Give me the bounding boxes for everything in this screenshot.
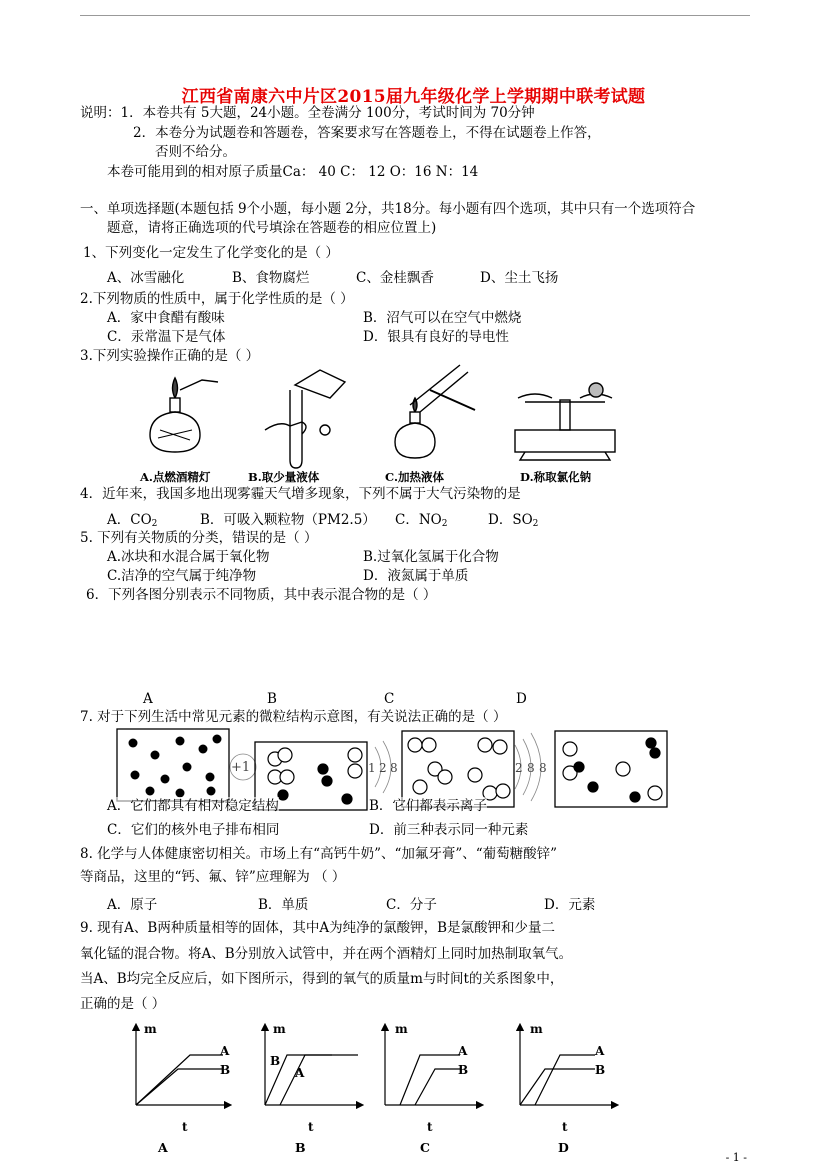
q8-option-a: A．原子 xyxy=(107,897,158,913)
graph-a-label: A xyxy=(158,1140,168,1155)
q7-stem: 7. 对于下列生活中常见元素的微粒结构示意图，有关说法正确的是（ ） xyxy=(80,709,507,725)
q9-graphs-figure xyxy=(120,1015,620,1160)
heating-test-tube-icon xyxy=(395,365,475,458)
q4-option-d-text: D．SO xyxy=(488,512,533,528)
q9-stem-line-3: 当A、B均完全反应后，如下图所示，得到的氧气的质量m与时间t的关系图象中， xyxy=(80,971,564,987)
page-number: - 1 - xyxy=(725,1151,747,1164)
graph-d-y-label: m xyxy=(530,1022,543,1036)
instruction-line-3: 否则不给分。 xyxy=(155,144,236,160)
graph-b-line-a xyxy=(280,1055,358,1105)
q1-option-a: A、冰雪融化 xyxy=(107,270,185,286)
q6-label-a: A xyxy=(143,691,153,707)
graph-c-line-a xyxy=(400,1055,460,1105)
svg-text:1: 1 xyxy=(368,761,376,775)
q4-option-a-text: A．CO xyxy=(107,512,152,528)
graph-d-line-a xyxy=(535,1055,595,1105)
atomic-mass-line: 本卷可能用到的相对原子质量Ca： 40 C： 12 O：16 N：14 xyxy=(107,164,479,180)
graph-a-series-a: A xyxy=(220,1044,230,1058)
q4-option-c-text: C．NO xyxy=(395,512,442,528)
q3-caption-d: D.称取氯化钠 xyxy=(520,470,592,484)
q4-option-a-sub: 2 xyxy=(151,519,158,529)
q1-option-b: B、食物腐烂 xyxy=(232,270,310,286)
svg-text:8: 8 xyxy=(539,761,547,775)
svg-text:+1: +1 xyxy=(231,760,251,775)
q3-caption-b: B.取少量液体 xyxy=(248,470,320,484)
graph-c-label: C xyxy=(420,1140,430,1155)
q9-stem-line-1: 9. 现有A、B两种质量相等的固体，其中A为纯净的氯酸钾，B是氯酸钾和少量二 xyxy=(80,920,556,936)
q6-stem: 6．下列各图分别表示不同物质，其中表示混合物的是（ ） xyxy=(86,587,437,603)
q4-option-d xyxy=(488,511,538,533)
q7-option-d: D．前三种表示同一种元素 xyxy=(369,822,529,838)
graph-a-line-b xyxy=(136,1069,223,1105)
graph-d-series-b: B xyxy=(595,1063,606,1077)
graph-d-series-a: A xyxy=(595,1044,605,1058)
q1-option-d: D、尘土飞扬 xyxy=(480,270,559,286)
q2-option-a: A．家中食醋有酸味 xyxy=(107,310,225,326)
q2-option-c: C．汞常温下是气体 xyxy=(107,329,226,345)
section-heading-2: 题意，请将正确选项的代号填涂在答题卷的相应位置上) xyxy=(107,220,437,236)
graph-a-series-b: B xyxy=(220,1063,231,1077)
graph-a-line-a xyxy=(136,1055,223,1105)
q9-stem-line-2: 氧化锰的混合物。将A、B分别放入试管中，并在两个酒精灯上同时加热制取氧气。 xyxy=(80,946,573,962)
svg-text:2: 2 xyxy=(379,761,387,775)
q7-option-b: B．它们都表示离子 xyxy=(369,798,487,814)
graph-a-y-label: m xyxy=(144,1022,157,1036)
q4-option-b: B．可吸入颗粒物（PM2.5） xyxy=(200,512,376,528)
graph-a-x-label: t xyxy=(182,1120,188,1134)
q3-caption-c: C.加热液体 xyxy=(385,470,444,484)
q5-option-b: B.过氧化氢属于化合物 xyxy=(363,549,499,565)
q8-option-b: B．单质 xyxy=(258,897,309,913)
q8-stem-line-1: 8. 化学与人体健康密切相关。市场上有“高钙牛奶”、“加氟牙膏”、“葡萄糖酸锌” xyxy=(80,846,558,862)
q6-label-d: D xyxy=(516,691,527,707)
particle-box-c xyxy=(402,731,514,807)
page-title: 江西省南康六中片区2015届九年级化学上学期期中联考试题 xyxy=(181,87,646,107)
graph-d-label: D xyxy=(558,1140,569,1155)
q7-option-c: C．它们的核外电子排布相同 xyxy=(107,822,280,838)
svg-text:8: 8 xyxy=(527,761,535,775)
q5-stem: 5. 下列有关物质的分类，错误的是（ ） xyxy=(80,530,318,546)
q5-option-c: C.洁净的空气属于纯净物 xyxy=(107,568,257,584)
balance-scale-icon xyxy=(515,383,615,460)
header-rule xyxy=(80,15,750,16)
q2-option-b: B．沼气可以在空气中燃烧 xyxy=(363,310,522,326)
q3-apparatus-figure xyxy=(130,360,620,470)
instruction-line-2: 2．本卷分为试题卷和答题卷，答案要求写在答题卷上，不得在试题卷上作答， xyxy=(133,125,601,141)
q1-stem: 1、下列变化一定发生了化学变化的是（ ） xyxy=(83,245,339,261)
q3-stem: 3.下列实验操作正确的是（ ） xyxy=(80,348,260,364)
graph-d-line-b xyxy=(520,1069,595,1105)
q2-option-d: D．银具有良好的导电性 xyxy=(363,329,509,345)
section-heading-1: 一、单项选择题(本题包括 9个小题，每小题 2分，共18分。每小题有四个选项，其中只有一个选项符合 xyxy=(80,201,696,217)
q8-option-d: D．元素 xyxy=(544,897,596,913)
graph-d-x-label: t xyxy=(562,1120,568,1134)
graph-b-x-label: t xyxy=(308,1120,314,1134)
particle-box-a xyxy=(117,729,229,801)
q8-option-c: C．分子 xyxy=(386,897,437,913)
graph-b-series-b: B xyxy=(270,1054,281,1068)
graph-c-y-label: m xyxy=(395,1022,408,1036)
q3-caption-a: A.点燃酒精灯 xyxy=(140,470,211,484)
alcohol-lamp-icon xyxy=(150,378,218,452)
q6-label-c: C xyxy=(384,691,395,707)
svg-text:8: 8 xyxy=(390,761,398,775)
q2-stem: 2.下列物质的性质中，属于化学性质的是（ ） xyxy=(80,291,354,307)
q3-caption-row xyxy=(130,468,630,486)
graph-b-series-a: A xyxy=(295,1066,305,1080)
q4-option-d-sub: 2 xyxy=(532,519,539,529)
q4-option-c-sub: 2 xyxy=(441,519,448,529)
q8-stem-line-2: 等商品，这里的“钙、氟、锌”应理解为 （ ） xyxy=(80,869,346,885)
graph-a xyxy=(136,1027,231,1105)
q7-option-a: A．它们都具有相对稳定结构 xyxy=(107,798,279,814)
graph-c-line-b xyxy=(415,1069,460,1105)
q4-stem: 4．近年来，我国多地出现雾霾天气增多现象，下列不属于大气污染物的是 xyxy=(80,486,521,502)
q5-option-a: A.冰块和水混合属于氧化物 xyxy=(107,549,270,565)
q6-label-b: B xyxy=(267,691,277,707)
graph-c-series-b: B xyxy=(458,1063,469,1077)
graph-b-y-label: m xyxy=(273,1022,286,1036)
graph-c-x-label: t xyxy=(427,1120,433,1134)
q4-option-c xyxy=(395,511,447,533)
graph-c-series-a: A xyxy=(458,1044,468,1058)
q9-stem-line-4: 正确的是（ ） xyxy=(80,996,166,1012)
q1-option-c: C、金桂飘香 xyxy=(356,270,434,286)
instruction-line-1: 说明：1．本卷共有 5大题，24小题。全卷满分 100分，考试时间为 70分钟 xyxy=(80,105,535,121)
graph-b-label: B xyxy=(295,1140,306,1155)
svg-text:2: 2 xyxy=(515,761,523,775)
particle-box-d xyxy=(555,731,667,807)
test-tube-pour-icon xyxy=(265,370,345,468)
q5-option-d: D．液氮属于单质 xyxy=(363,568,469,584)
